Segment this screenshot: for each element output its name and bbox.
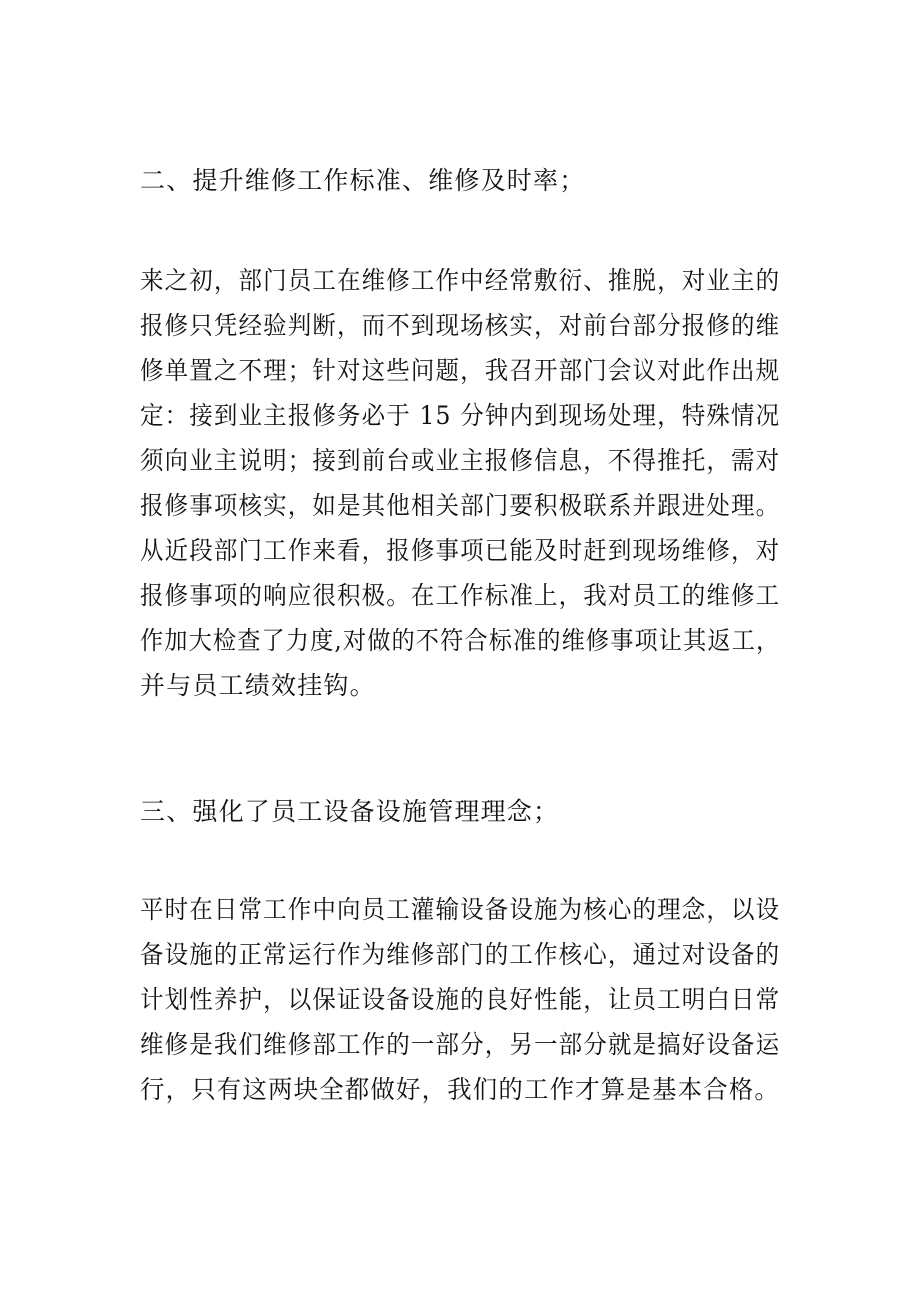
paragraph-line: 报修只凭经验判断，而不到现场核实，对前台部分报修的维: [140, 311, 781, 340]
section-heading-2: 二、提升维修工作标准、维修及时率；: [140, 166, 586, 195]
paragraph-line: 定：接到业主报修务必于 15 分钟内到现场处理，特殊情况: [140, 401, 781, 430]
section-heading-3: 三、强化了员工设备设施管理理念；: [140, 797, 560, 826]
paragraph-line: 报修事项的响应很积极。在工作标准上，我对员工的维修工: [140, 581, 781, 610]
paragraph-line: 作加大检查了力度,对做的不符合标准的维修事项让其返工，: [140, 626, 781, 655]
paragraph-line: 计划性养护，以保证设备设施的良好性能，让员工明白日常: [140, 985, 781, 1014]
section-body-2: [140, 258, 780, 708]
paragraph-line: 备设施的正常运行作为维修部门的工作核心，通过对设备的: [140, 940, 781, 969]
paragraph-line: 并与员工绩效挂钩。: [140, 671, 376, 700]
section-body-3: [140, 887, 780, 1112]
paragraph-line: 须向业主说明；接到前台或业主报修信息，不得推托，需对: [140, 446, 781, 475]
paragraph-line: 修单置之不理；针对这些问题，我召开部门会议对此作出规: [140, 356, 781, 385]
paragraph-line: 行，只有这两块全都做好，我们的工作才算是基本合格。: [140, 1075, 781, 1104]
paragraph-line: 平时在日常工作中向员工灌输设备设施为核心的理念，以设: [140, 895, 781, 924]
paragraph-line: 从近段部门工作来看，报修事项已能及时赶到现场维修，对: [140, 536, 781, 565]
paragraph-line: 报修事项核实，如是其他相关部门要积极联系并跟进处理。: [140, 491, 781, 520]
paragraph-line: 来之初，部门员工在维修工作中经常敷衍、推脱，对业主的: [140, 266, 781, 295]
paragraph-line: 维修是我们维修部工作的一部分，另一部分就是搞好设备运: [140, 1030, 781, 1059]
